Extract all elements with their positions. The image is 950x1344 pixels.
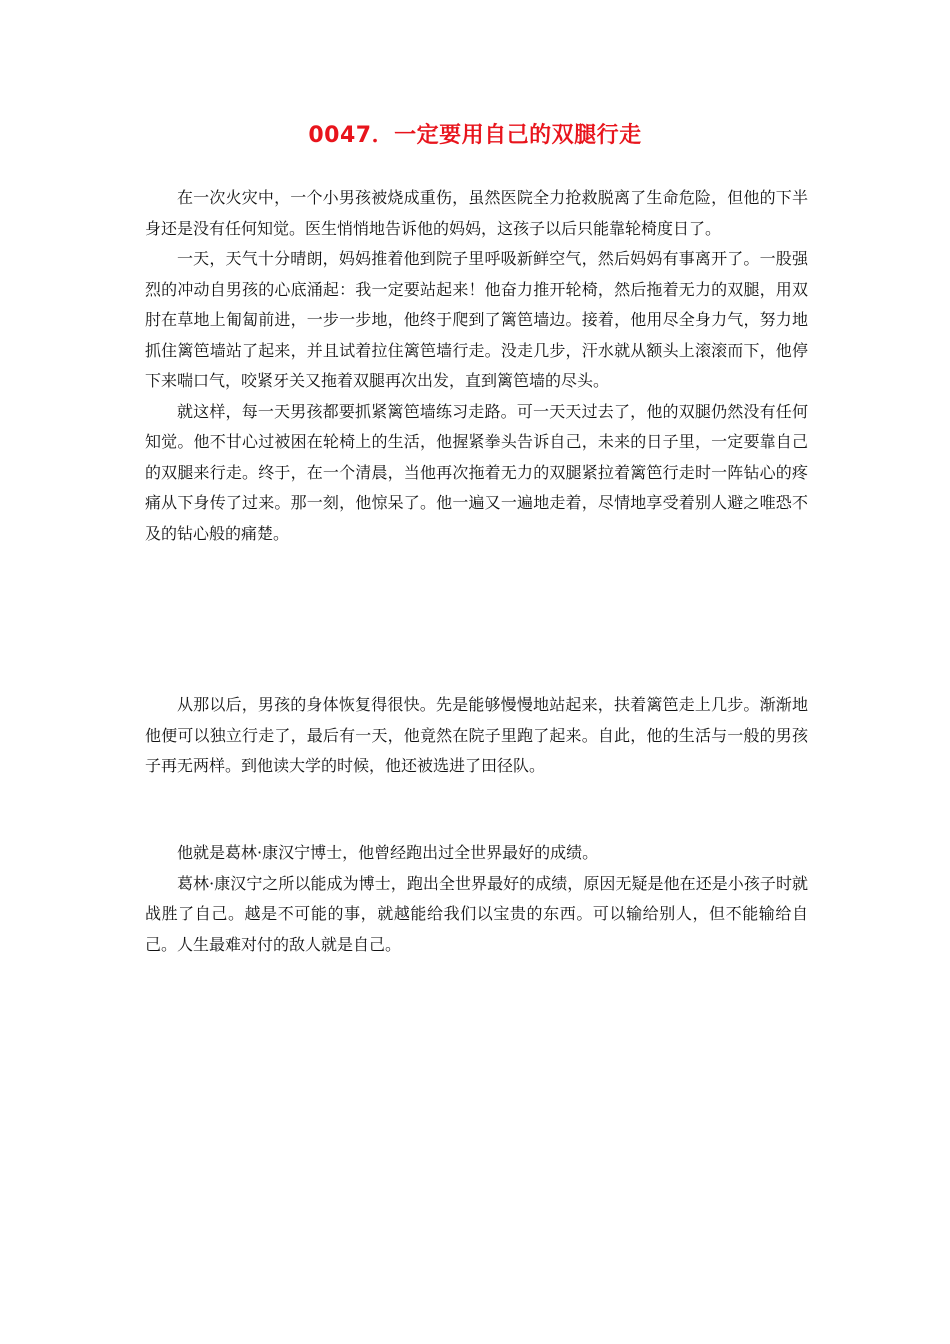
story-section-3 — [145, 838, 808, 960]
story-section-1 — [145, 183, 808, 549]
paragraph-conclusion: 葛林·康汉宁之所以能成为博士，跑出全世界最好的成绩，原因无疑是他在还是小孩子时就战胜了自己。越是不可能的事，就越能给我们以宝贵的东西。可以输给别人，但不能输给自己。人生最难对付的敌人就是自己。 — [145, 873, 808, 954]
paragraph-crawl-to-fence: 一天，天气十分晴朗，妈妈推着他到院子里呼吸新鲜空气，然后妈妈有事离开了。一股强烈的冲动自男孩的心底涌起：我一定要站起来！他奋力推开轮椅，然后拖着无力的双腿，用双肘在草地上匍匐前进，一步一步地，他终于爬到了篱笆墙边。接着，他用尽全身力气，努力地抓住篱笆墙站了起来，并且试着拉住篱笆墙行走。没走几步，汗水就从额头上滚滚而下，他停下来喘口气，咬紧牙关又拖着双腿再次出发，直到篱笆墙的尽头。 — [145, 249, 808, 390]
paragraph-identity: 他就是葛林·康汉宁博士，他曾经跑出过全世界最好的成绩。 — [177, 843, 599, 862]
paragraph-recovery: 从那以后，男孩的身体恢复得很快。先是能够慢慢地站起来，扶着篱笆走上几步。渐渐地他便可以独立行走了，最后有一天，他竟然在院子里跑了起来。自此，他的生活与一般的男孩子再无两样。到他读大学的时候，他还被选进了田径队。 — [145, 695, 808, 775]
document-title: 0047．一定要用自己的双腿行走 — [308, 123, 642, 148]
story-section-2 — [145, 690, 808, 782]
paragraph-daily-practice: 就这样，每一天男孩都要抓紧篱笆墙练习走路。可一天天过去了，他的双腿仍然没有任何知觉。他不甘心过被困在轮椅上的生活，他握紧拳头告诉自己，未来的日子里，一定要靠自己的双腿来行走。终于，在一个清晨，当他再次拖着无力的双腿紧拉着篱笆行走时一阵钻心的疼痛从下身传了过来。那一刻，他惊呆了。他一遍又一遍地走着，尽情地享受着别人避之唯恐不及的钻心般的痛楚。 — [145, 401, 808, 543]
paragraph-fire-accident: 在一次火灾中，一个小男孩被烧成重伤，虽然医院全力抢救脱离了生命危险，但他的下半身还是没有任何知觉。医生悄悄地告诉他的妈妈，这孩子以后只能靠轮椅度日了。 — [145, 188, 808, 238]
